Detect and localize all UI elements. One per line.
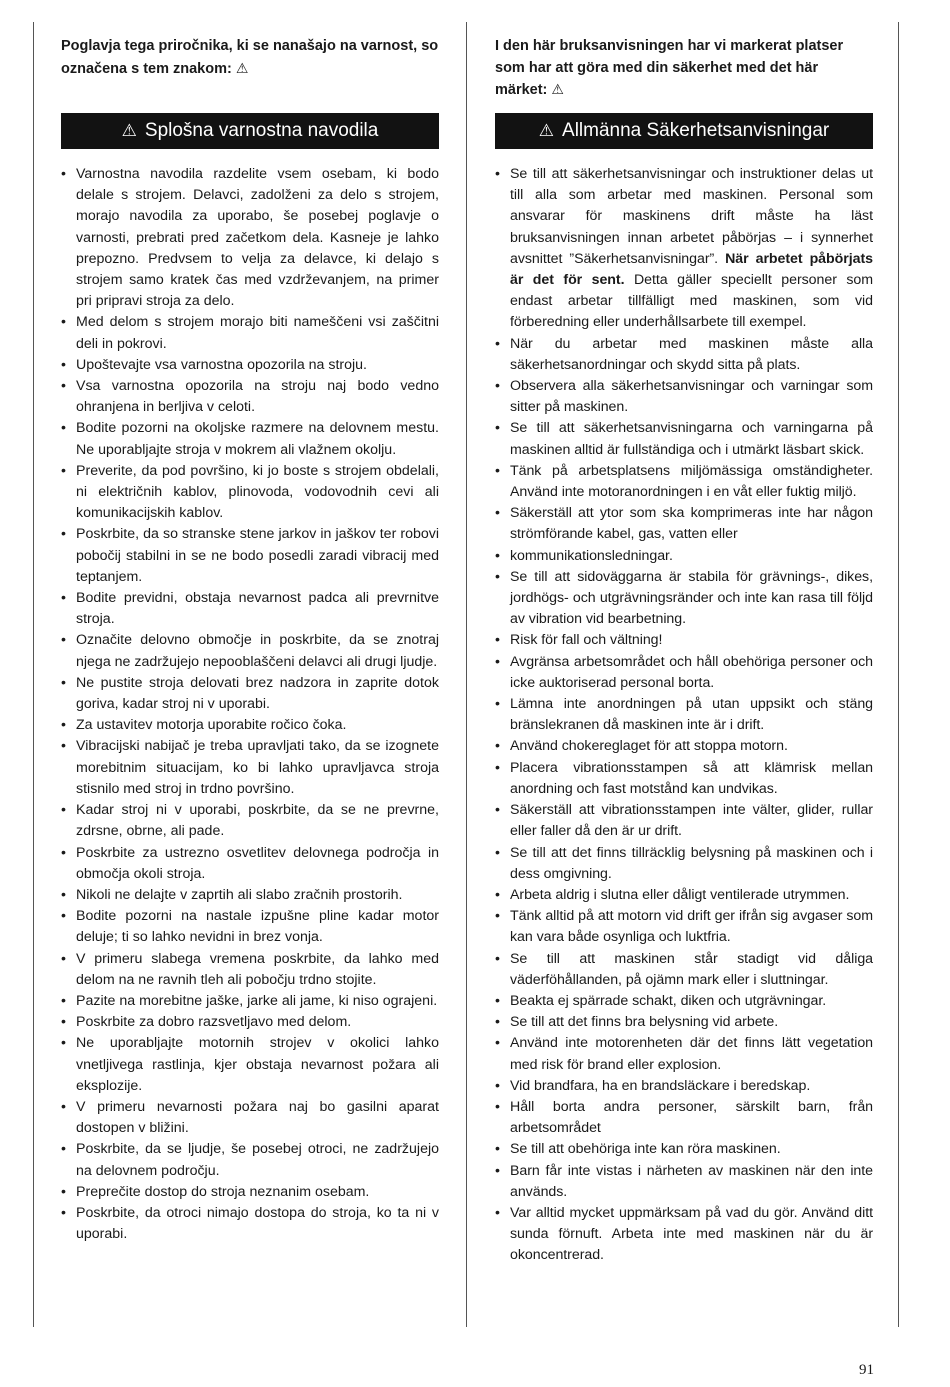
list-item: • Pazite na morebitne jaške, jarke ali jame, ki niso ograjeni. <box>61 991 439 1012</box>
list-item: • Se till att sidoväggarna är stabila för grävnings-, dikes, jordhögs- och utgrävningsränder och inte kan rasa till följd av vibration vid bearbetning. <box>495 567 873 631</box>
list-item: • Säkerställ att ytor som ska komprimeras inte har någon strömförande kabel, gas, vatten eller <box>495 503 873 545</box>
list-item: • Se till att maskinen står stadigt vid dåliga väderföhållanden, på ojämn mark eller i sluttningar. <box>495 949 873 991</box>
list-item: • Poskrbite, da so stranske stene jarkov in jaškov ter robovi pobočij stabilni in se ne bodo posedli zaradi vibracij med teptanjem. <box>61 524 439 588</box>
list-item: • Observera alla säkerhetsanvisningar och varningar som sitter på maskinen. <box>495 376 873 418</box>
warning-triangle-icon: ⚠ <box>235 59 249 76</box>
list-item: • Preverite, da pod površino, ki jo boste s strojem obdelali, ni električnih kablov, plinovoda, vodovodnih cevi ali komunikacijskih kablov. <box>61 461 439 525</box>
list-item: • Se till att obehöriga inte kan röra maskinen. <box>495 1139 873 1160</box>
list-item: • Håll borta andra personer, särskilt barn, från arbetsområdet <box>495 1097 873 1139</box>
list-item: • Med delom s strojem morajo biti nameščeni vsi zaščitni deli in pokrovi. <box>61 312 439 354</box>
list-item: • Beakta ej spärrade schakt, diken och utgrävningar. <box>495 991 873 1012</box>
intro-block <box>495 36 873 113</box>
list-item-bold-text: När arbetet påbörjats är det för sent. <box>510 250 873 289</box>
list-item: • Poskrbite, da otroci nimajo dostopa do stroja, ko ta ni v uporabi. <box>61 1203 439 1245</box>
warning-triangle-icon: ⚠ <box>551 81 564 97</box>
list-item: • Använd chokereglaget för att stoppa motorn. <box>495 736 873 757</box>
intro-block <box>61 36 439 113</box>
section-heading: Allmänna Säkerhetsanvisningar <box>562 120 830 141</box>
section-heading-banner <box>61 113 439 149</box>
warning-triangle-icon: ⚠ <box>121 121 137 140</box>
left-margin-line <box>33 22 34 1327</box>
center-divider-line <box>466 22 467 1327</box>
list-item: • Ne uporabljajte motornih strojev v okolici lahko vnetljivega rastlinja, kjer obstaja nevarnost požara ali eksplozije. <box>61 1033 439 1097</box>
list-item: • Vsa varnostna opozorila na stroju naj bodo vedno ohranjena in berljiva v celoti. <box>61 376 439 418</box>
list-item: • Arbeta aldrig i slutna eller dåligt ventilerade utrymmen. <box>495 885 873 906</box>
intro-text-content: Poglavja tega priročnika, ki se nanašajo na varnost, so označena s tem znakom: <box>61 38 439 77</box>
list-item: • Bodite pozorni na nastale izpušne pline kadar motor deluje; ti so lahko nevidni in brez vonja. <box>61 906 439 948</box>
list-item: • Varnostna navodila razdelite vsem osebam, ki bodo delale s strojem. Delavci, zadolženi za delo s strojem, morajo navodila za uporabo, še posebej poglavje o varnosti, prebrati pred začetkom dela. Kasneje je lahko prepozno. Predvsem to velja za delavce, ki delajo s strojem samo kratek čas med vzdrževanjem, na primer pri pripravi stroja za delo. <box>61 164 439 312</box>
list-item: • kommunikationsledningar. <box>495 546 873 567</box>
list-item: • Nikoli ne delajte v zaprtih ali slabo zračnih prostorih. <box>61 885 439 906</box>
list-item: • Använd inte motorenheten där det finns lätt vegetation med risk för brand eller explosion. <box>495 1033 873 1075</box>
section-heading-banner <box>495 113 873 149</box>
list-item: • Vid brandfara, ha en brandsläckare i beredskap. <box>495 1076 873 1097</box>
list-item: • Avgränsa arbetsområdet och håll obehöriga personer och icke auktoriserad personal borta. <box>495 652 873 694</box>
right-margin-line <box>898 22 899 1327</box>
list-item: • Tänk på arbetsplatsens miljömässiga omständigheter. Använd inte motoranordningen i en våt eller fuktig miljö. <box>495 461 873 503</box>
list-item: • Bodite previdni, obstaja nevarnost padca ali prevrnitve stroja. <box>61 588 439 630</box>
list-item: • Vibracijski nabijač je treba upravljati tako, da se izognete morebitnim situacijam, ko bi lahko upravljavca stroja stisnilo med stroj in trdno površino. <box>61 736 439 800</box>
list-item: • Placera vibrationsstampen så att klämrisk mellan anordning och fast motstånd kan undvikas. <box>495 758 873 800</box>
list-item: • Se till att det finns tillräcklig belysning på maskinen och i dess omgivning. <box>495 843 873 885</box>
list-item: • När du arbetar med maskinen måste alla säkerhetsanordningar och skydd sitta på plats. <box>495 334 873 376</box>
list-item: • V primeru slabega vremena poskrbite, da lahko med delom na ne ravnih tleh ali pobočju trdno stojite. <box>61 949 439 991</box>
slovenian-column <box>61 36 439 1245</box>
list-item <box>495 164 873 334</box>
list-item: • Poskrbite za ustrezno osvetlitev delovnega področja in območja okoli stroja. <box>61 843 439 885</box>
list-item: • Se till att säkerhetsanvisningarna och varningarna på maskinen alltid är fullständiga och i utmärkt läsbart skick. <box>495 418 873 460</box>
list-item: • Preprečite dostop do stroja neznanim osebam. <box>61 1182 439 1203</box>
swedish-column <box>495 36 873 1267</box>
intro-text <box>61 36 439 80</box>
list-item: • Risk för fall och vältning! <box>495 630 873 651</box>
list-item: • Ne pustite stroja delovati brez nadzora in zaprite dotok goriva, kadar stroj ni v uporabi. <box>61 673 439 715</box>
list-item: • Barn får inte vistas i närheten av maskinen när den inte används. <box>495 1161 873 1203</box>
list-item: • Var alltid mycket uppmärksam på vad du gör. Använd ditt sunda förnuft. Arbeta inte med maskinen när du är okoncentrerad. <box>495 1203 873 1267</box>
list-item: • Poskrbite, da se ljudje, še posebej otroci, ne zadržujejo na delovnem področju. <box>61 1139 439 1181</box>
list-item: • Säkerställ att vibrationsstampen inte välter, glider, rullar eller faller då den är ur drift. <box>495 800 873 842</box>
list-item: • Za ustavitev motorja uporabite ročico čoka. <box>61 715 439 736</box>
list-item: • Upoštevajte vsa varnostna opozorila na stroju. <box>61 355 439 376</box>
safety-instructions-list <box>61 164 439 1245</box>
list-item: • Kadar stroj ni v uporabi, poskrbite, da se ne prevrne, zdrsne, obrne, ali pade. <box>61 800 439 842</box>
list-item: • Lämna inte anordningen på utan uppsikt och stäng bränslekranen då maskinen inte är i drift. <box>495 694 873 736</box>
intro-text-content: I den här bruksanvisningen har vi markerat platser som har att göra med din säkerhet med det här märket: <box>495 38 844 98</box>
page-number: 91 <box>859 1362 874 1378</box>
list-item: • Poskrbite za dobro razsvetljavo med delom. <box>61 1012 439 1033</box>
safety-instructions-list <box>495 164 873 1267</box>
section-heading: Splošna varnostna navodila <box>144 120 379 141</box>
list-item: • V primeru nevarnosti požara naj bo gasilni aparat dostopen v bližini. <box>61 1097 439 1139</box>
list-item: • Se till att det finns bra belysning vid arbete. <box>495 1012 873 1033</box>
list-item: • Tänk alltid på att motorn vid drift ger ifrån sig avgaser som kan vara både osynliga och luktfria. <box>495 906 873 948</box>
list-item: • Bodite pozorni na okoljske razmere na delovnem mestu. Ne uporabljajte stroja v mokrem ali vlažnem okolju. <box>61 418 439 460</box>
list-item: • Označite delovno območje in poskrbite, da se znotraj njega ne zadržujejo nepooblaščeni delavci ali drugi ljudje. <box>61 630 439 672</box>
intro-text <box>495 36 873 102</box>
list-item-text: Detta gäller speciellt personer som endast arbetar tillfälligt med maskinen, som vid förberedning eller underhållsarbete till exempel. <box>510 272 873 331</box>
warning-triangle-icon: ⚠ <box>538 121 555 140</box>
list-item-text: Se till att säkerhetsanvisningar och instruktioner delas ut till alla som arbetar med maskinen. Personal som ansvarar för maskinens drift måste ha läst bruksanvisningen innan arbetet påbörjas – i synnerhet avsnittet ”Säkerhetsanvisningar”. <box>510 166 873 267</box>
